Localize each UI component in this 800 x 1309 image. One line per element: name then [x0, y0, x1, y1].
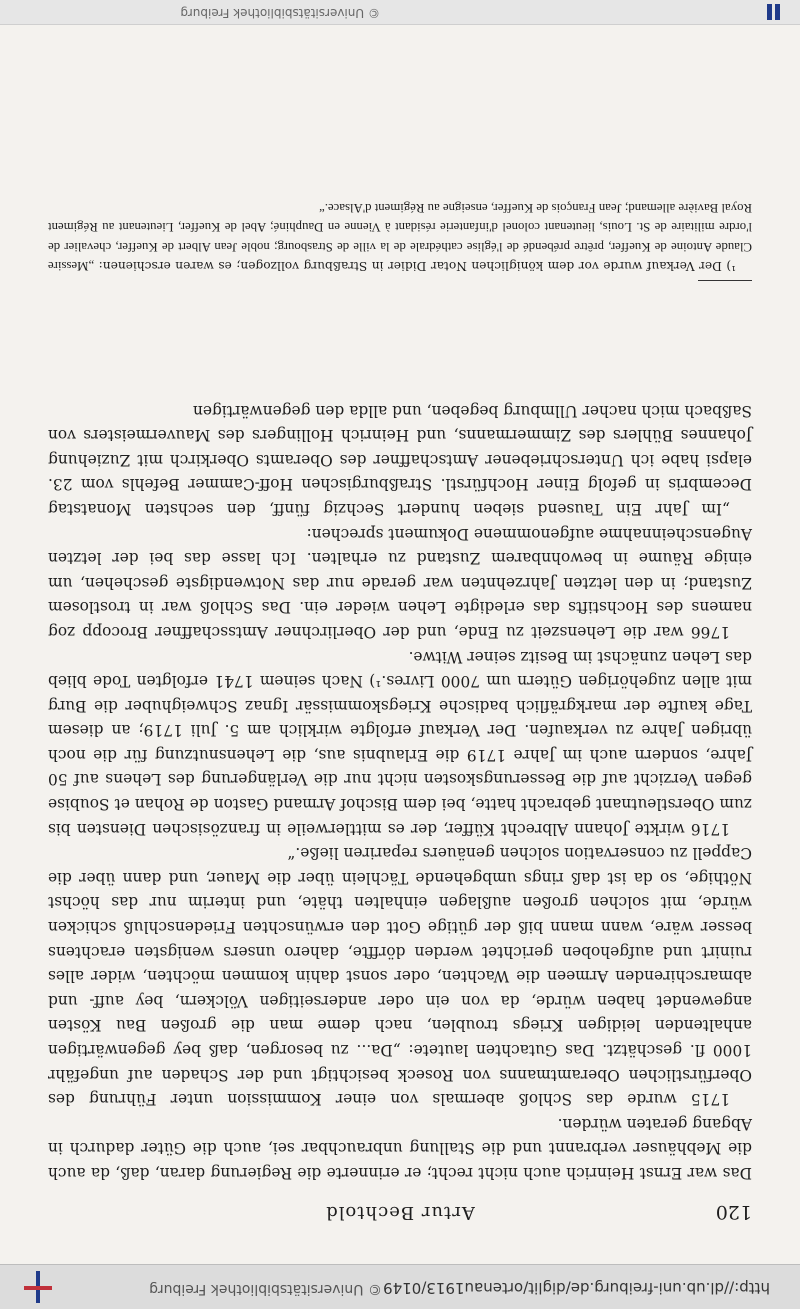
quoted-document: „Im Jahr Ein Tausend sieben hundert Sechzig fünff, den sechsten Monatstag Decembris in gefolg Einer Hochfürstl. Straßburgischen Hoff-Cammer Befehls vom 23. elapsi habe ich Unterschriebener Amtschaffner des Oberamts Oberkirch mit Zuziehung Johannes Bühlers des Zimmermanns, und Heinrich Hollingers des Mauvermeisters von Saßbach mich nacher Ullmburg begeben, und allda den gegenwärtigen — [48, 401, 752, 518]
footer-copyright: © Universitätsbibliothek Freiburg — [180, 6, 380, 20]
paragraph: 1716 wirkte Johann Albrecht Küffer, der es mittlerweile in französischen Diensten bis zum Oberstleutnant gebracht hatte, bei dem Bischof Armand Gaston de Rohan et Soubise gegen Verzicht auf die Besserungskosten nicht nur die Verlängerung des Lehens auf 50 Jahre, sondern auch im Jahre 1719 die Erlaubnis aus, die Lehensnutzung für die noch übrigen Jahre zu verkaufen. Der Verkauf erfolgte wirklich am 5. Juli 1719; an diesem Tage kaufte der markgräflich badische Kriegskommissär Ignaz Schweighuber die Burg mit allen zugehörigen Gütern um 7000 Livres.¹) Nach seinem 1741 erfolgten Tode blieb das Lehen zunächst im Besitz seiner Witwe. — [48, 647, 752, 838]
body-text — [48, 398, 752, 1185]
copyright-notice: © Universitätsbibliothek Freiburg — [149, 1281, 382, 1297]
footnote — [48, 197, 752, 275]
running-head — [48, 1199, 752, 1223]
footnote-french-quote: „Messire Claude Antoine de Kueffer, prêtre prébendé de l'église cathédrale de la ville de Strasbourg; noble Jean Albert de Kueffer, chevalier de l'ordre militaire de St. Louis, lieutenant colonel d'infanterie résidant à Vienne en Dauphiné; Abel de Kueffer, Lieutenant au Régiment Royal Bavière allemand; Jean François de Kueffer, enseigne au Régiment d'Alsace.“ — [47, 200, 752, 273]
library-mark-icon — [760, 4, 780, 20]
paragraph: 1715 wurde das Schloß abermals von einer Kommission unter Führung des Oberfürstlichen Oberamtmanns von Roseck besichtigt und der Schaden auf ungefähr 1000 fl. geschätzt. Das Gutachten lautete: „Da... zu besorgen, daß bey gegenwärtigen anhaltenden leidigen Kriegs troublen, nach deme man die großen Bau Kösten angewendet haben würde, da von ein oder anderseitigen Völckern, bey auff- und abmarschirenden Armeen die Wachten, oder sonst dahin kommen möchten, wider alles ruinirt und aufgehoben gerichtet werden dörffte, dahero unsers wenigsten erachtens besser wäre, wann mann biß der gütige Gott den erwünschten Friedenschluß schicken würde, mit solchen großen außlagen einhalten thäte, und interim nur das höchst Nöthige, so da ist daß rings umbgehende Tächlein über die Mauer, und dann über die Cappell zu conservation solchen genäuers repariren ließe.“ — [48, 844, 752, 1109]
university-logo-icon — [22, 1271, 54, 1303]
paragraph: 1766 war die Lehenszeit zu Ende, und der Oberlirchner Amtsschaffner Brocopp zog namens des Hochstifts das erledigte Lehen wieder ein. Das Schloß war in trostlosem Zustand; in den letzten Jahrzehnten war gerade nur das Notwendigste geschehen, um einige Räume in bewohnbarem Zustand zu erhalten. Ich lasse das bei der letzten Augenscheinnahme aufgenommene Dokument sprechen: — [48, 524, 752, 641]
footnote-text: ¹) Der Verkauf wurde vor dem königlichen Notar Didier in Straßburg vollzogen; es waren erschienen: — [98, 259, 736, 273]
running-title: Artur Bechtold — [325, 1202, 475, 1223]
page-number: 120 — [715, 1201, 752, 1223]
paragraph: Das war Ernst Heinrich auch nicht recht; er erinnerte die Regierung daran, daß, da auch die Mebhäuser verbrannt und die Stallung unbrauchbar sei, auch die Güter dadurch in Abgang geraten würden. — [48, 1114, 752, 1182]
viewer-toolbar — [0, 1264, 800, 1309]
page-url[interactable]: http://dl.ub.uni-freiburg.de/diglit/ortenau1913/0149 — [383, 1279, 770, 1297]
footnote-divider — [698, 280, 752, 281]
viewer-footer — [0, 0, 800, 25]
